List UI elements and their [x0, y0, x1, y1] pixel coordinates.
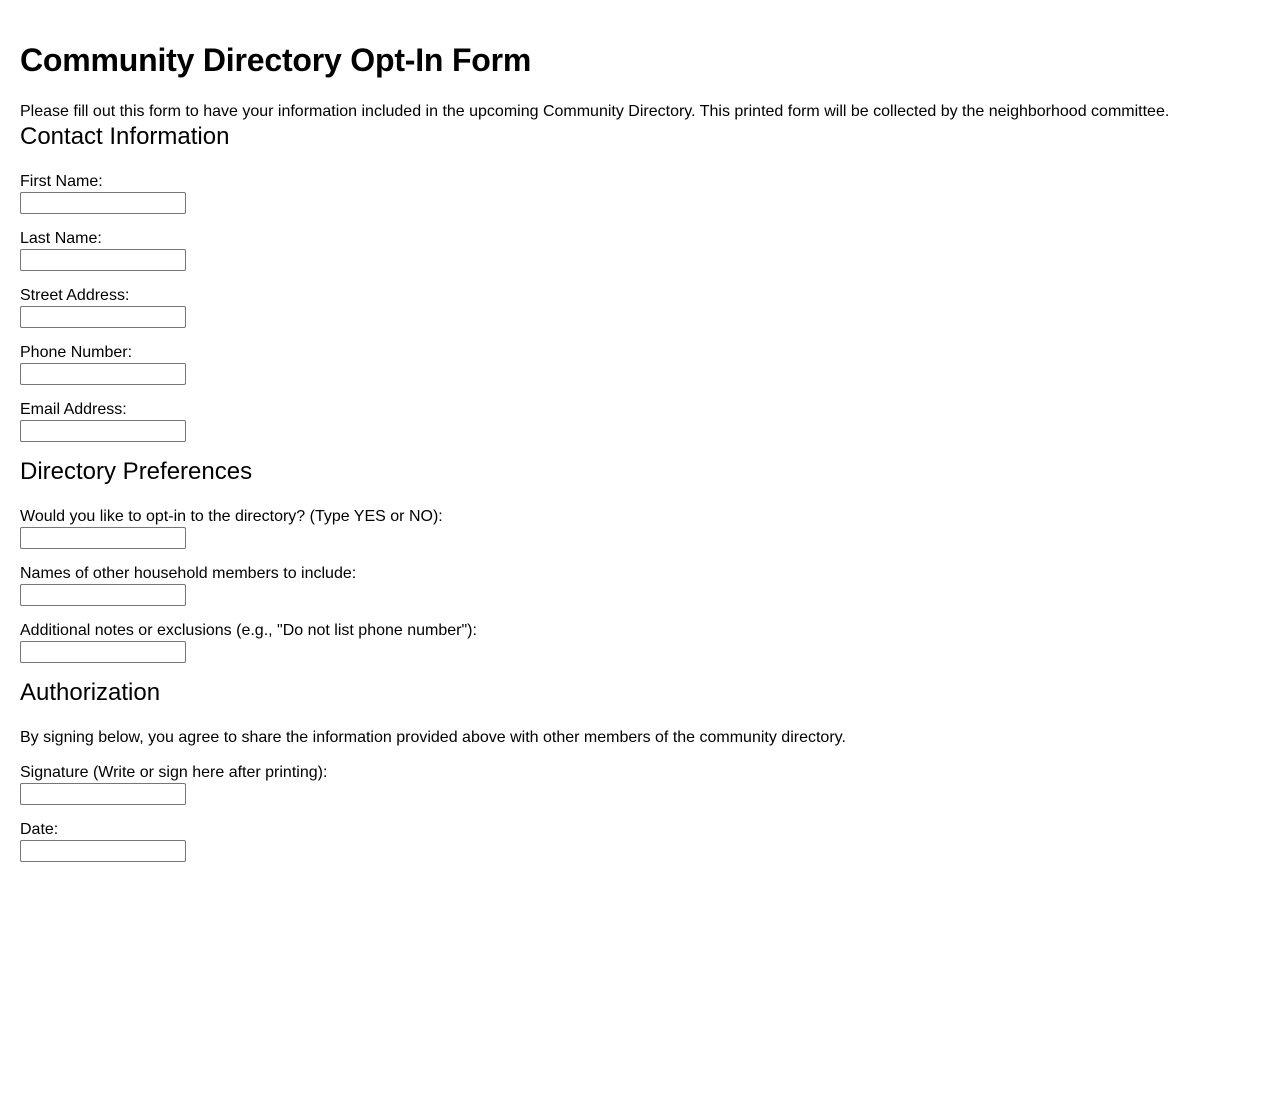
signature-input[interactable] — [20, 783, 186, 805]
additional-notes-input[interactable] — [20, 641, 186, 663]
signature-group — [20, 763, 1242, 805]
date-group — [20, 820, 1242, 862]
street-address-group — [20, 286, 1242, 328]
email-address-label: Email Address: — [20, 401, 127, 418]
email-address-input[interactable] — [20, 420, 186, 442]
opt-in-input[interactable] — [20, 527, 186, 549]
date-input[interactable] — [20, 840, 186, 862]
authorization-section-heading: Authorization — [20, 679, 161, 706]
household-members-group — [20, 564, 1242, 606]
last-name-input[interactable] — [20, 249, 186, 271]
first-name-input[interactable] — [20, 192, 186, 214]
phone-number-group — [20, 343, 1242, 385]
phone-number-input[interactable] — [20, 363, 186, 385]
street-address-input[interactable] — [20, 306, 186, 328]
preferences-fields — [20, 507, 1242, 663]
email-address-group — [20, 400, 1242, 442]
first-name-group — [20, 172, 1242, 214]
last-name-label: Last Name: — [20, 230, 102, 247]
intro-text: Please fill out this form to have your information included in the upcoming Community Directory. This printed form will be collected by the neighborhood committee. — [20, 103, 1170, 120]
authorization-fields — [20, 763, 1242, 862]
additional-notes-label: Additional notes or exclusions (e.g., "Do not list phone number"): — [20, 622, 477, 639]
contact-fields — [20, 172, 1242, 442]
signature-label: Signature (Write or sign here after printing): — [20, 764, 328, 781]
additional-notes-group — [20, 621, 1242, 663]
preferences-section-heading: Directory Preferences — [20, 458, 253, 485]
page-title: Community Directory Opt-In Form — [20, 42, 532, 78]
contact-section-heading: Contact Information — [20, 123, 230, 150]
authorization-text: By signing below, you agree to share the information provided above with other members of the community directory. — [20, 729, 846, 746]
phone-number-label: Phone Number: — [20, 344, 133, 361]
household-members-label: Names of other household members to include: — [20, 565, 357, 582]
opt-in-label: Would you like to opt-in to the directory? (Type YES or NO): — [20, 508, 443, 525]
household-members-input[interactable] — [20, 584, 186, 606]
date-label: Date: — [20, 821, 59, 838]
first-name-label: First Name: — [20, 173, 103, 190]
opt-in-group — [20, 507, 1242, 549]
street-address-label: Street Address: — [20, 287, 130, 304]
last-name-group — [20, 229, 1242, 271]
